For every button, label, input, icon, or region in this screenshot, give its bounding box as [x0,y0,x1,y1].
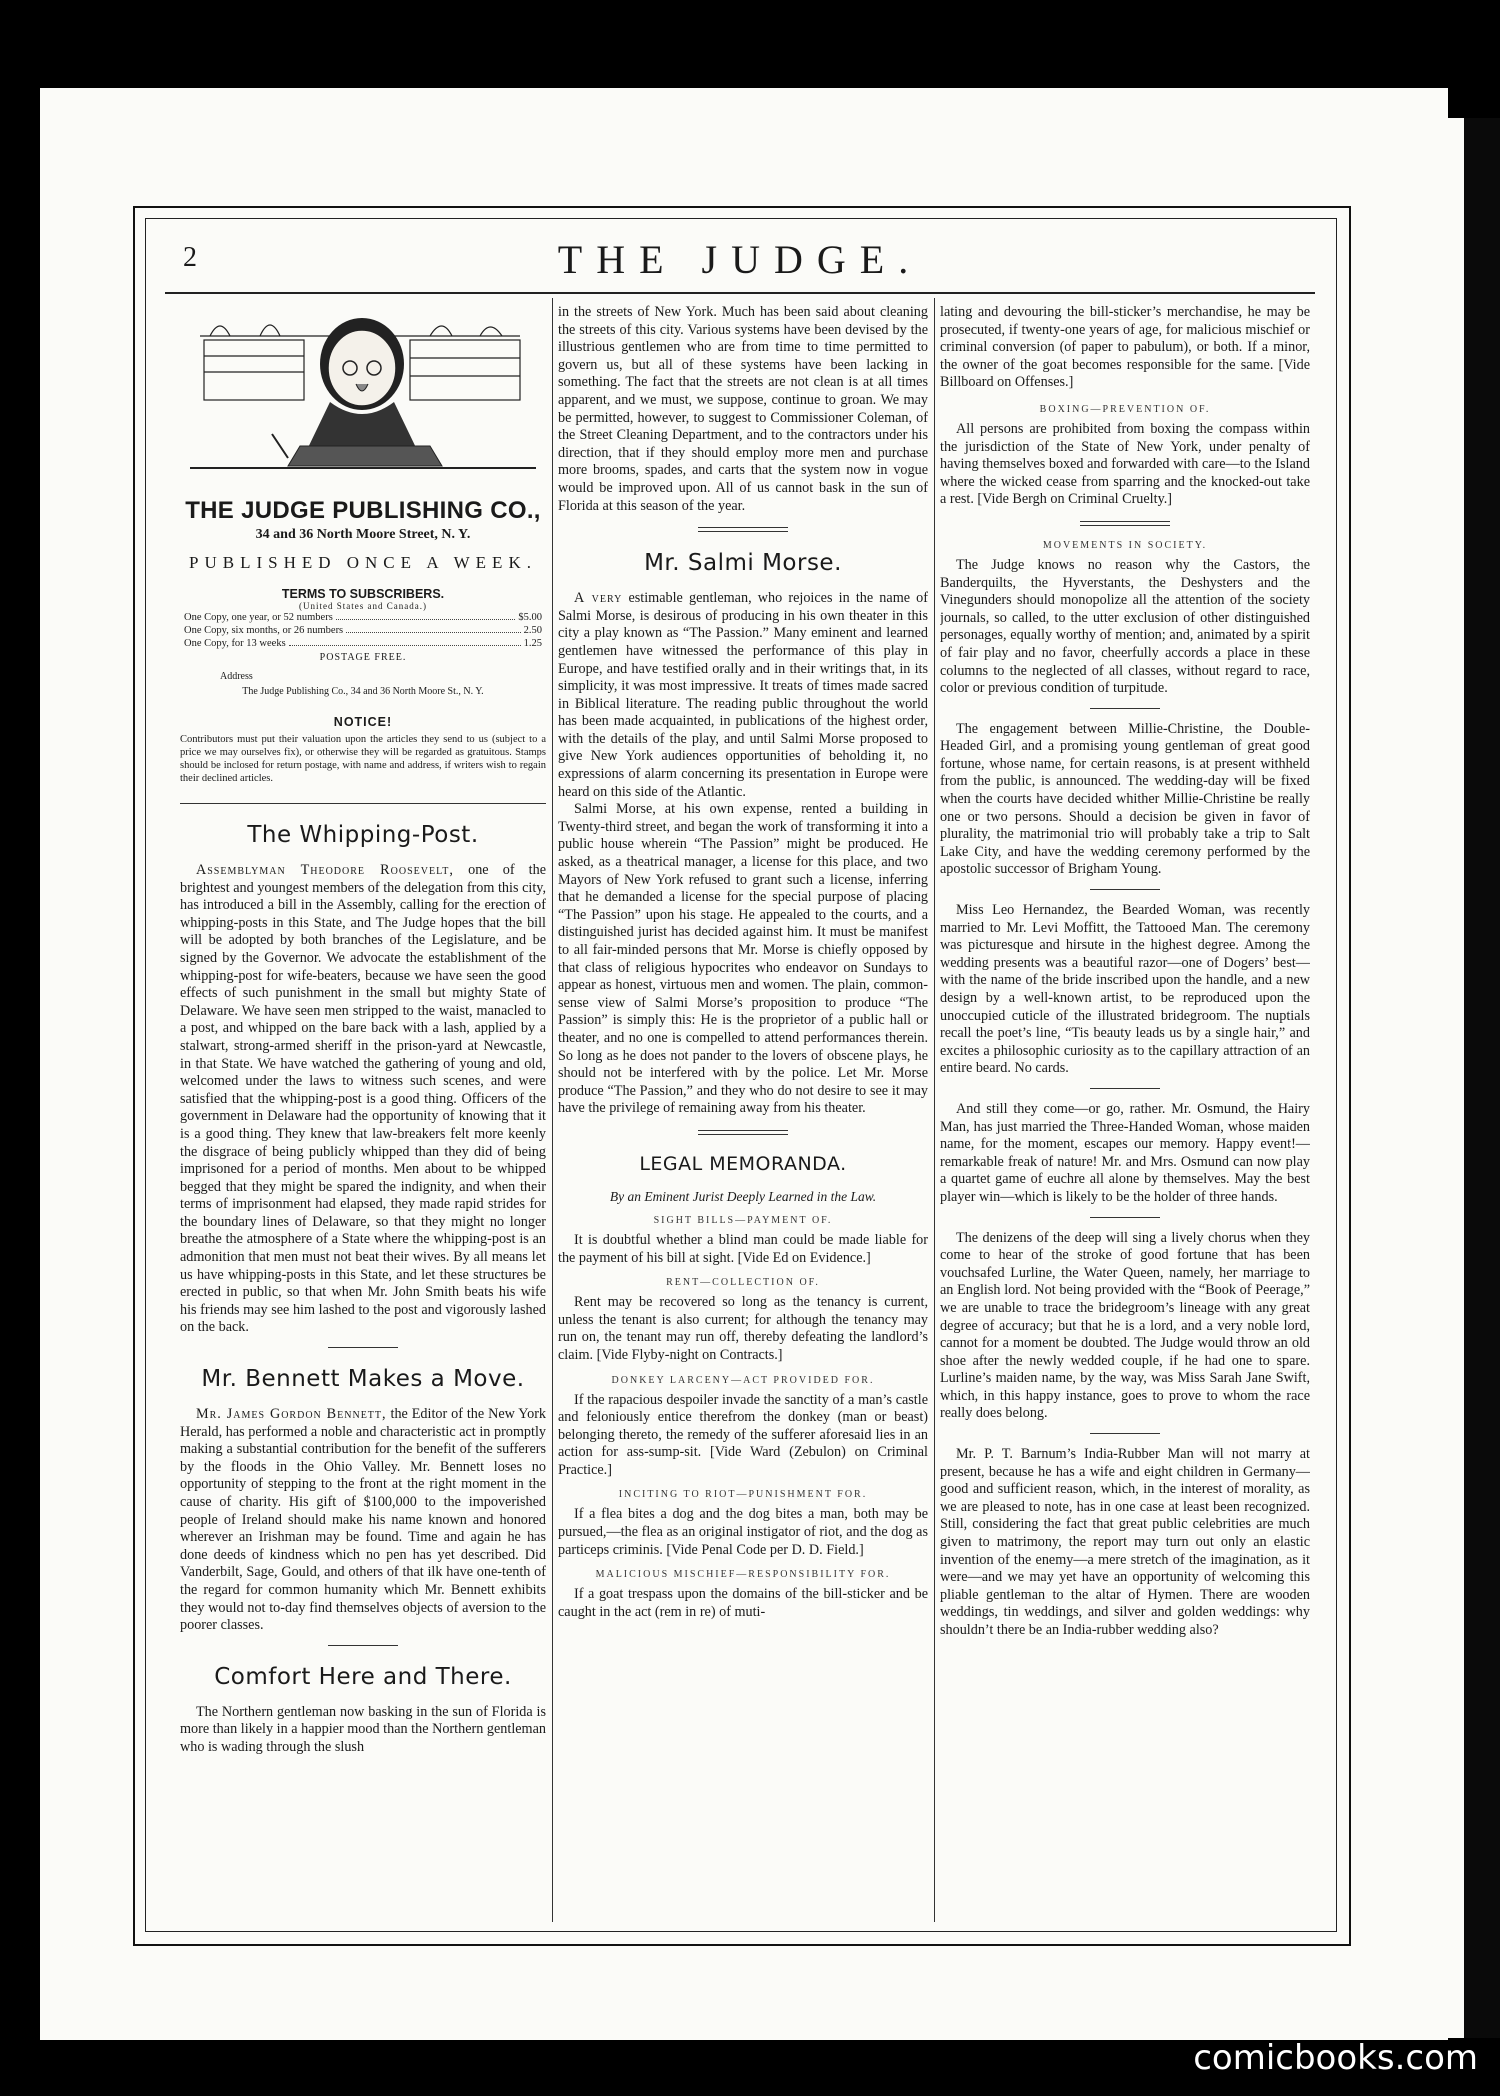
editor-illustration [180,306,546,478]
price-label: One Copy, one year, or 52 numbers [184,612,333,623]
price-amount: $5.00 [518,612,542,623]
article-title: Mr. Bennett Makes a Move. [201,1366,525,1393]
article-title: Mr. Salmi Morse. [644,550,842,577]
masthead-title: THE JUDGE. [557,237,923,282]
article-byline: By an Eminent Jurist Deeply Learned in the Law. [609,1188,877,1204]
article-paragraph: If the rapacious despoiler invade the sanctity of a man’s castle and feloniously entice therefrom the donkey (man or beast) belonging thereto, the remedy of the sufferer aforesaid lies in an action for ass-sump-sit. [Vide Ward (Zebulon) on Criminal Practice.] [558,1391,928,1478]
price-row [184,637,542,650]
memo-subheading: BOXING—PREVENTION OF. [1039,403,1211,415]
address-label: Address [220,671,253,682]
article-paragraph: in the streets of New York. Much has been said about cleaning the streets of this city. Various systems have been devised by the illustrious gentlemen who are from time to time permitted to govern us, but all of these systems have been lacking in something. The fact that the streets are not clean is at all times apparent, and we must, we suppose, continue to groan. We may be permitted, however, to suggest to Commissioner Coleman, of the Street Cleaning Department, and to the contractors under his direction, that if they should employ more men and purchase more brooms, spades, and carts that the system now in vogue would be improved upon. All of us cannot bask in the sun of Florida at this season of the year. [558,304,928,514]
price-label: One Copy, for 13 weeks [184,638,286,649]
price-row [184,611,542,624]
separator [328,1347,398,1348]
article-paragraph [558,590,928,801]
memo-subheading: RENT—COLLECTION OF. [666,1277,820,1289]
society-heading: MOVEMENTS IN SOCIETY. [1042,539,1208,551]
page-number: 2 [183,242,197,273]
column-one [180,304,546,1918]
publisher-address: 34 and 36 North Moore Street, N. Y. [255,527,471,542]
article-paragraph: It is doubtful whether a blind man could be made liable for the payment of his bill at sight. [Vide Ed on Evidence.] [558,1231,928,1266]
paragraph-text: estimable gentleman, who rejoices in the name of Salmi Morse, is desirous of producing in his own theater in this city a play known as “The Passion.” Many eminent and learned gentlemen have witnessed the performance of this play in Europe, and have testified orally and in their writings that, in its simplicity, it was most impressive. It treats of times made sacred in Biblical literature. The reading public throughout the world has been made acquainted, in publications of the highest order, with the details of the play, and until Salmi Morse proposed to give New York audiences opportunities of beholding it, no expressions of alarm concerning its presentation in Europe were heard on this side of the Atlantic. [558,590,928,800]
separator [698,527,788,532]
notice-title: NOTICE! [333,715,393,729]
article-paragraph [180,862,546,1337]
notice-text: Contributors must put their valuation upon the articles they send to us (subject to a price we may ourselves fix), or otherwise they will be regarded as gratuitous. Stamps should be inclosed for return postage, with name and address, if writers wish to regain their declined articles. [180,734,546,784]
article-paragraph: If a flea bites a dog and the dog bites a man, both may be pursued,—the flea as an original instigator of riot, and the dog as particeps criminis. [Vide Penal Code per D. D. Field.] [558,1506,928,1558]
society-paragraph: And still they come—or go, rather. Mr. Osmund, the Hairy Man, has just married the Three-Handed Woman, whose maiden name, for the moment, escapes our memory. Happy event!—remarkable freak of nature! Mr. and Mrs. Osmund can now play a quartet game of euchre all alone by themselves. May the best player win—which is likely to be the holder of three hands. [940,1100,1310,1205]
lead-in: A very [574,590,623,607]
section-rule [180,803,546,804]
separator [1090,1217,1160,1218]
article-paragraph: The Northern gentleman now basking in the sun of Florida is more than likely in a happier mood than the Northern gentleman who is wading through the slush [180,1703,546,1755]
separator [1090,1433,1160,1434]
article-paragraph: Rent may be recovered so long as the tenancy is current, unless the tenant is also current; for although the tenancy may run on, the tenant may run off, thereby defeating the landlord’s claim. [Vide Flyby-night on Contracts.] [558,1294,928,1363]
site-watermark: comicbooks.com [1193,2038,1478,2078]
paragraph-text: one of the brightest and youngest members of the delegation from this city, has introduced a bill in the Assembly, calling for the erection of whipping-posts in this State, and The Judge hopes that the bill will be adopted by both branches of the Legislature, and be signed by the Governor. We advocate the establishment of the whipping-post for wife-beaters, because we have seen the good effects of such punishment in the small but mighty State of Delaware. We have seen men stripped to the waist, manacled to a post, and whipped on the bare back with a lash, applied by a stalwart, strong-armed sheriff in the prison-yard at Newcastle, in that State. We have watched the gathering of young and old, welcomed under the laws to witness such scenes, and were satisfied that the whipping-post is a good thing. Officers of the government in Delaware had the opportunity of knowing that it is a good thing. They knew that law-breakers felt more keenly the disgrace of being publicly whipped than they did of being imprisoned for a period of months. Men about to be whipped begged that they might be spared the indignity, and when their terms of imprisonment had elapsed, they made rapid strides for the boundary lines of Delaware, so that they might no longer breathe the atmosphere of a State where the whipping-post is an admonition that men must not beat their wives. By all means let us have whipping-posts in this State, and let these structures be erected in public, so that when Mr. John Smith beats his wife his friends may see him lashed to the post and vigorously lashed on the back. [180,862,546,1336]
header-rule [165,292,1315,294]
terms-title: TERMS TO SUBSCRIBERS. [281,587,445,601]
price-amount: 1.25 [523,638,542,649]
society-paragraph: Mr. P. T. Barnum’s India-Rubber Man will not marry at present, because he has a wife and eight children in Germany—good and sufficient reason, which, in the interest of morality, as we are pleased to note, has in one case at least been recognized. Still, considering the fact that great public celebrities are much given to matrimony, the report may turn out only an elastic invention of the enemy—a mere stretch of the imagination, as it were—and we may yet have an opportunity of welcoming this pliable gentleman to the altar of Hymen. There are wooden weddings, tin weddings, and silver and golden weddings: why shouldn’t there be an India-rubber wedding also? [940,1446,1310,1638]
article-title: The Whipping-Post. [247,822,479,848]
separator [698,1130,788,1135]
price-label: One Copy, six months, or 26 numbers [184,625,344,636]
price-amount: 2.50 [523,625,542,636]
memo-subheading: DONKEY LARCENY—ACT PROVIDED FOR. [611,1374,875,1386]
postage-note: POSTAGE FREE. [319,652,407,663]
article-paragraph: All persons are prohibited from boxing the compass within the jurisdiction of the State of New York, under penalty of having themselves boxed and forwarded with care—to the Island where the wicked cease from sparring and the knocked-out take a rest. [Vide Bergh on Criminal Cruelty.] [940,420,1310,508]
terms-subtitle: (United States and Canada.) [299,601,427,611]
lead-in: Assemblyman Theodore Roosevelt, [196,862,454,878]
article-paragraph: lating and devouring the bill-sticker’s merchandise, he may be prosecuted, if twenty-one years of age, for malicious mischief or criminal conversion (of paper to pabulum), or both. If a minor, the owner of the goat becomes responsible for the same. [Vide Billboard on Offenses.] [940,304,1310,391]
article-paragraph [180,1406,546,1635]
article-title: Comfort Here and There. [214,1663,512,1690]
society-paragraph: The Judge knows no reason why the Castors, the Banderquilts, the Hyverstants, the Deshysters and the Vinegunders should monopolize all the attention of the society journals, so called, to the utter exclusion of other distinguished personages, equally worthy of mention; and, animated by a spirit of fair play and no favor, cheerfully accords a place in these columns to the neglected of all classes, without regard to race, color or previous condition of turpitude. [940,556,1310,697]
society-paragraph: The engagement between Millie-Christine, the Double-Headed Girl, and a promising young gentleman of great good fortune, whose name, for certain reasons, is at present withheld from the public, is announced. The wedding-day will be fixed when the courts have decided whither Millie-Christine be really one or two persons. Should a decision be given in favor of plurality, the matrimonial trio will probably take a trip to Salt Lake City, and have the wedding ceremony performed by the apostolic successor of Brigham Young. [940,720,1310,878]
separator [328,1645,398,1646]
page-header [165,236,1315,284]
paragraph-text: the Editor of the New York Herald, has performed a noble and characteristic act in promptly making a substantial contribution for the benefit of the sufferers by the floods in the Ohio Valley. Mr. Bennett loses no opportunity of stepping to the front at the right moment in the cause of charity. His gift of $100,000 to the impoverished people of Ireland should make his name known and honored wherever an Irishman may be found. Time and again he has done deeds of kindness which no pen has yet described. Did Vanderbilt, Sage, Gould, and others of that ilk have one-tenth of the regard for common humanity which Mr. Bennett exhibits they would not to-day find themselves objects of aversion to the poorer classes. [180,1406,546,1634]
memo-subheading: MALICIOUS MISCHIEF—RESPONSIBILITY FOR. [595,1569,891,1581]
article-title: LEGAL MEMORANDA. [639,1152,847,1175]
separator [1090,889,1160,890]
price-row [184,624,542,637]
column-three [940,304,1310,1918]
article-paragraph: If a goat trespass upon the domains of the bill-sticker and be caught in the act (rem in re) of muti- [558,1586,928,1620]
column-rule [552,298,553,1922]
publisher-name: THE JUDGE PUBLISHING CO., [185,497,541,524]
lead-in: Mr. James Gordon Bennett, [196,1406,387,1423]
separator [1080,521,1170,526]
society-paragraph: The denizens of the deep will sing a lively chorus when they come to hear of the stroke of good fortune that has been vouchsafed Lurline, the Water Queen, namely, her marriage to an English lord. Not being provided with the “Book of Peerage,” we are unable to trace the bridegroom’s lineage with any great degree of accuracy; but that he is a lord, and a very noble lord, cannot for a moment be doubted. The Judge would throw an old shoe after the newly wedded couple, if he had one to spare. Lurline’s maiden name, by the way, was Miss Sarah Jane Swift, which, in this happy instance, goes to prove to whom the race really does belong. [940,1229,1310,1422]
full-address: The Judge Publishing Co., 34 and 36 North Moore St., N. Y. [242,686,484,697]
memo-subheading: INCITING TO RIOT—PUNISHMENT FOR. [618,1489,868,1501]
page-gutter-shadow [1464,118,1500,2038]
society-paragraph: Miss Leo Hernandez, the Bearded Woman, was recently married to Mr. Levi Moffitt, the Tattooed Man. The ceremony was picturesque and hirsute in the highest degree. Among the wedding presents was a beautiful razor—one of Dogers’ best—with the name of the bride inscribed upon the handle, and a new design by a well-known artist, to be reproduced upon the unoccupied cuticle of the illustrated bridegroom. The nuptials recall the poet’s line, “Tis beauty leads us by a single hair,” and excites a philosophic curiosity as to the capillary attraction of an entire beard. No cards. [940,902,1310,1077]
separator [1090,1088,1160,1089]
publication-frequency: PUBLISHED ONCE A WEEK. [189,553,537,572]
column-rule [934,298,935,1922]
column-two [558,304,928,1918]
memo-subheading: SIGHT BILLS—PAYMENT OF. [653,1214,833,1226]
article-paragraph: Salmi Morse, at his own expense, rented a building in Twenty-third street, and began the work of transforming it into a public house wherein “The Passion” might be produced. He asked, as a theatrical manager, a license for this place, and two Mayors of New York refused to grant such a license, inferring that he demanded a license for the special purpose of placing “The Passion” upon his stage. He appealed to the courts, and a distinguished jurist has decided against him. It must be manifest to all fair-minded persons that Mr. Morse is chiefly opposed by that class of religious hypocrites who endeavor on Sundays to appear as honest, virtuous men and women. The plain, common-sense view of Salmi Morse’s proposition to produce “The Passion” is simply this: He is the proprietor of a public hall or theater, and no one is compelled to attend performances therein. So long as he does not pander to the lovers of obscene plays, he should not be interfered with by the police. Let Mr. Morse produce “The Passion,” and they who do not desire to see it may have the privilege of remaining away from his theater. [558,801,928,1117]
separator [1090,708,1160,709]
